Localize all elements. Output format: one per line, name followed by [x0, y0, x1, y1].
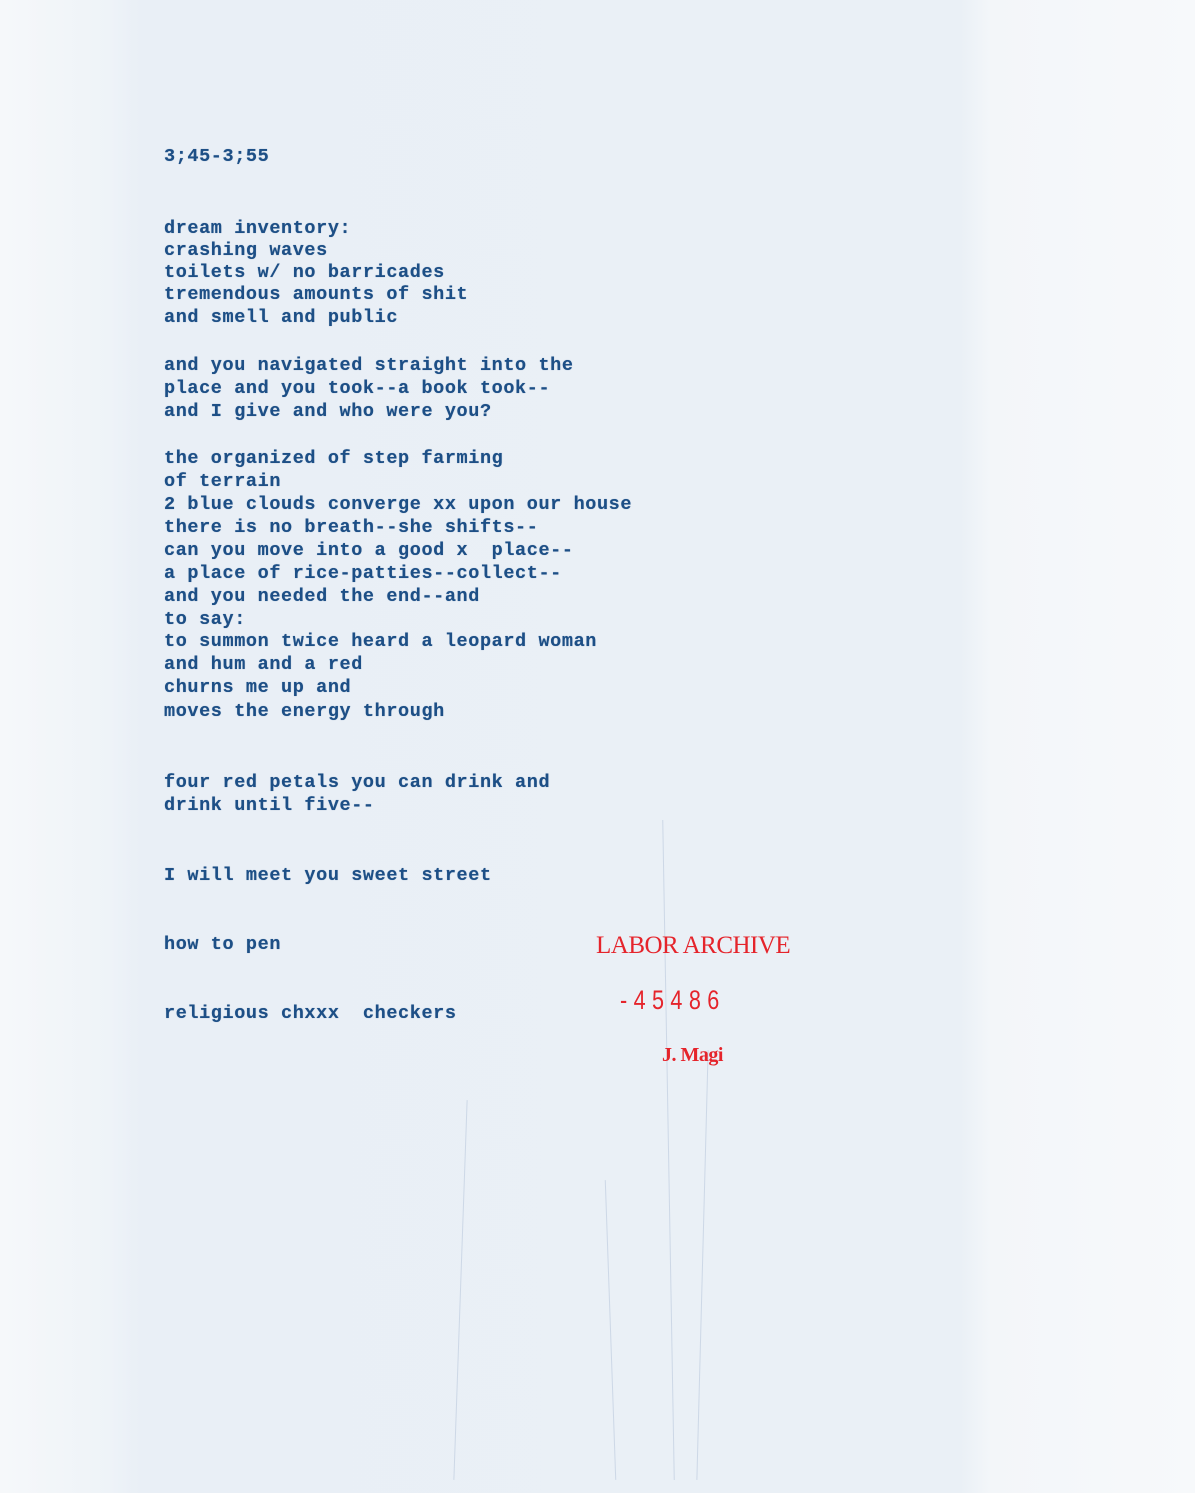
- poem-line: crashing waves: [164, 240, 328, 261]
- poem-line: religious chxxx checkers: [164, 1003, 457, 1024]
- archive-stamp-signature: J. Magi: [662, 1044, 723, 1066]
- poem-line: to summon twice heard a leopard woman: [164, 631, 597, 652]
- poem-line: and you needed the end--and: [164, 586, 480, 607]
- poem-line: place and you took--a book took--: [164, 378, 551, 399]
- poem-line: dream inventory:: [164, 218, 352, 239]
- poem-line: to say:: [164, 609, 246, 630]
- time-heading: 3;45-3;55: [164, 146, 270, 167]
- poem-line: 2 blue clouds converge xx upon our house: [164, 494, 633, 515]
- poem-line: toilets w/ no barricades: [164, 262, 445, 283]
- poem-line: tremendous amounts of shit: [164, 284, 469, 305]
- poem-line: and I give and who were you?: [164, 401, 492, 422]
- poem-line: a place of rice-patties--collect--: [164, 563, 562, 584]
- poem-line: I will meet you sweet street: [164, 865, 492, 886]
- paper-crease: [696, 1050, 708, 1480]
- poem-line: the organized of step farming: [164, 448, 504, 469]
- paper-crease: [453, 1100, 467, 1480]
- poem-line: of terrain: [164, 471, 282, 492]
- poem-line: there is no breath--she shifts--: [164, 517, 539, 538]
- archive-stamp-number: -45486: [620, 985, 726, 1015]
- typewritten-text: [164, 0, 633, 1024]
- archive-stamp-title: LABOR ARCHIVE: [596, 932, 791, 959]
- poem-line: and smell and public: [164, 307, 399, 328]
- poem-line: and you navigated straight into the: [164, 355, 574, 376]
- poem-line: four red petals you can drink and: [164, 772, 551, 793]
- poem-line: churns me up and: [164, 677, 352, 698]
- paper-crease: [662, 820, 675, 1480]
- poem-line: moves the energy through: [164, 701, 445, 722]
- poem-line: can you move into a good x place--: [164, 540, 574, 561]
- poem-line: how to pen: [164, 934, 282, 955]
- paper-crease: [605, 1180, 616, 1480]
- poem-line: drink until five--: [164, 795, 375, 816]
- poem-line: and hum and a red: [164, 654, 363, 675]
